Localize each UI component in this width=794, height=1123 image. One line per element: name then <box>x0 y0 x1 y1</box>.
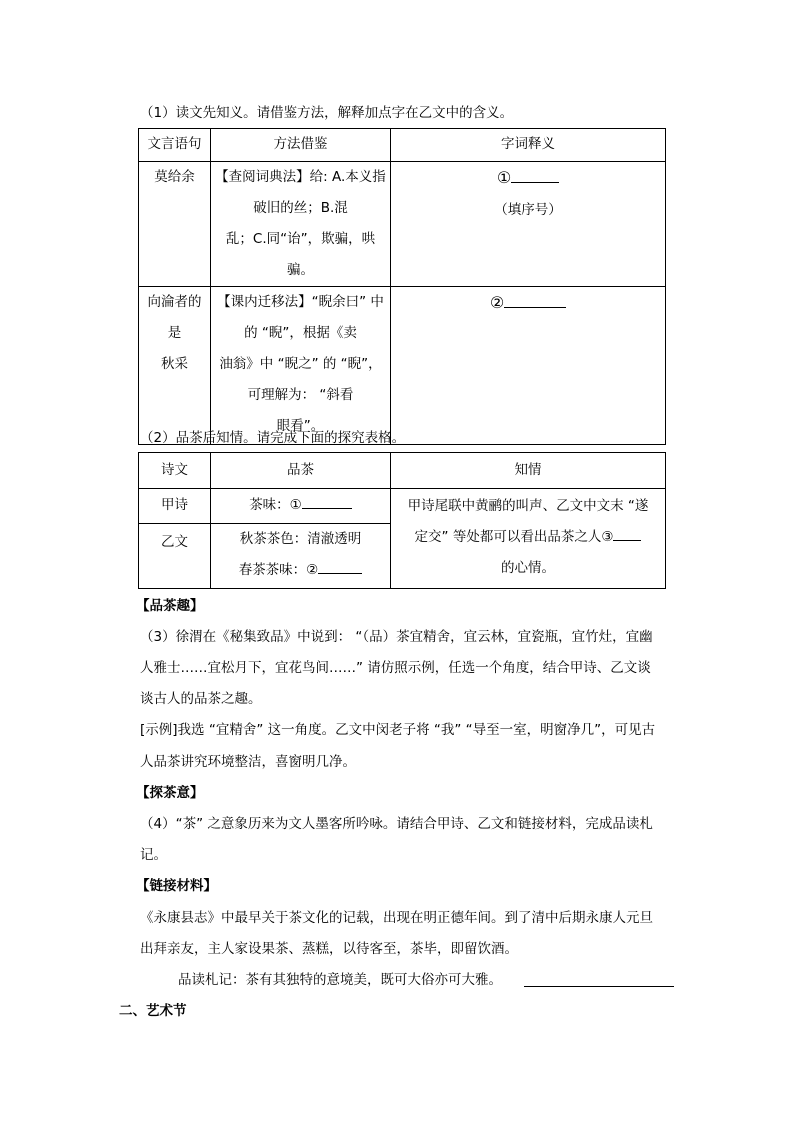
tea-line: 秋茶茶色：清澈透明 <box>239 531 362 547</box>
q4-line: （4）“茶” 之意象历来为文人墨客所吟咏。请结合甲诗、乙文和链接材料，完成品读札 <box>140 816 653 832</box>
material-line: 《永康县志》中最早关于茶文化的记载，出现在明正德年间。到了清中后期永康人元旦 <box>140 910 653 926</box>
section-heading-link: 【链接材料】 <box>136 878 217 894</box>
q1-table <box>138 128 666 445</box>
know-line: 的心情。 <box>501 560 555 576</box>
answer-blank[interactable] <box>613 526 641 541</box>
q2-header-know: 知情 <box>391 453 666 489</box>
note-answer-blank[interactable] <box>524 972 674 987</box>
q2-row1-label: 甲诗 <box>139 489 211 524</box>
q2-row2-label: 乙文 <box>139 524 211 589</box>
q2-row1-tea <box>211 489 391 524</box>
tea-line: 春茶茶味：② <box>238 562 319 578</box>
q1-row1-phrase: 莫给余 <box>139 162 211 287</box>
q2-header-text: 诗文 <box>139 453 211 489</box>
q1-intro: （1）读文先知义。请借鉴方法，解释加点字在乙文中的含义。 <box>140 105 514 121</box>
material-line: 出拜亲友，主人家设果茶、蒸糕，以待客至，茶毕，即留饮酒。 <box>140 941 518 957</box>
q1-row2-method <box>211 287 391 445</box>
q2-header-tea: 品茶 <box>211 453 391 489</box>
reading-note <box>178 970 502 990</box>
answer-blank[interactable] <box>318 559 362 574</box>
q1-row2-answer <box>391 287 666 445</box>
q3-line: 谈古人的品茶之趣。 <box>140 691 262 707</box>
method-line: 可理解为： “斜看 <box>247 387 354 403</box>
method-line: 眼看”。 <box>276 418 325 434</box>
q1-row1-method <box>211 162 391 287</box>
q4-line: 记。 <box>140 847 167 863</box>
q3-example-line: [示例]我选 “宜精舍” 这一角度。乙文中闵老子将 “我” “导至一室，明窗净几”，可见古 <box>140 722 656 738</box>
answer-blank[interactable] <box>302 494 352 509</box>
method-line: 破旧的丝；B.混 <box>253 200 348 216</box>
method-line: 【课内迁移法】“睨余曰” 中 <box>217 294 384 310</box>
part-two-heading: 二、艺术节 <box>119 1003 187 1019</box>
method-line: 【查阅词典法】给: A.本义指 <box>215 169 386 185</box>
q2-table <box>138 452 666 589</box>
q1-header-method: 方法借鉴 <box>211 129 391 162</box>
answer-blank[interactable] <box>511 168 559 183</box>
phrase-line: 向淪者的是 <box>147 294 202 341</box>
q2-row2-tea <box>211 524 391 589</box>
answer-blank[interactable] <box>504 293 566 308</box>
q1-header-phrase: 文言语句 <box>139 129 211 162</box>
reading-note-text: 品读札记：茶有其独特的意境美，既可大俗亦可大雅。 <box>178 972 502 988</box>
method-line: 油翁》中 “睨之” 的 “睨”， <box>219 356 382 372</box>
know-line: 定交” 等处都可以看出品茶之人③ <box>414 529 614 545</box>
q3-line: 人雅士……宜松月下，宜花鸟间……” 请仿照示例，任选一个角度，结合甲诗、乙文谈 <box>140 660 651 676</box>
section-heading-pin: 【品茶趣】 <box>136 598 204 614</box>
section-heading-tan: 【探茶意】 <box>136 785 204 801</box>
answer-note: （填序号） <box>494 202 562 218</box>
tea-taste-label: 茶味：① <box>249 497 302 513</box>
q1-row2-phrase <box>139 287 211 445</box>
method-line: 的 “睨”，根据《卖 <box>244 325 357 341</box>
phrase-line: 秋采 <box>161 356 188 372</box>
q3-line: （3）徐渭在《秘集致品》中说到： “（品）茶宜精舍，宜云林，宜瓷瓶，宜竹灶，宜幽 <box>140 629 653 645</box>
q1-row1-answer <box>391 162 666 287</box>
q1-header-meaning: 字词释义 <box>391 129 666 162</box>
answer-mark: ① <box>496 168 512 187</box>
method-line: 乱；C.同“诒”，欺骗，哄骗。 <box>225 231 376 278</box>
q2-intro: （2）品茶后知情。请完成下面的探究表格。 <box>140 430 406 446</box>
q3-example-line: 人品茶讲究环境整洁，喜窗明几净。 <box>140 754 356 770</box>
answer-mark: ② <box>489 293 505 312</box>
know-line: 甲诗尾联中黄鹂的叫声、乙文中文末 “遂 <box>407 498 649 514</box>
q2-know-cell <box>391 489 666 589</box>
